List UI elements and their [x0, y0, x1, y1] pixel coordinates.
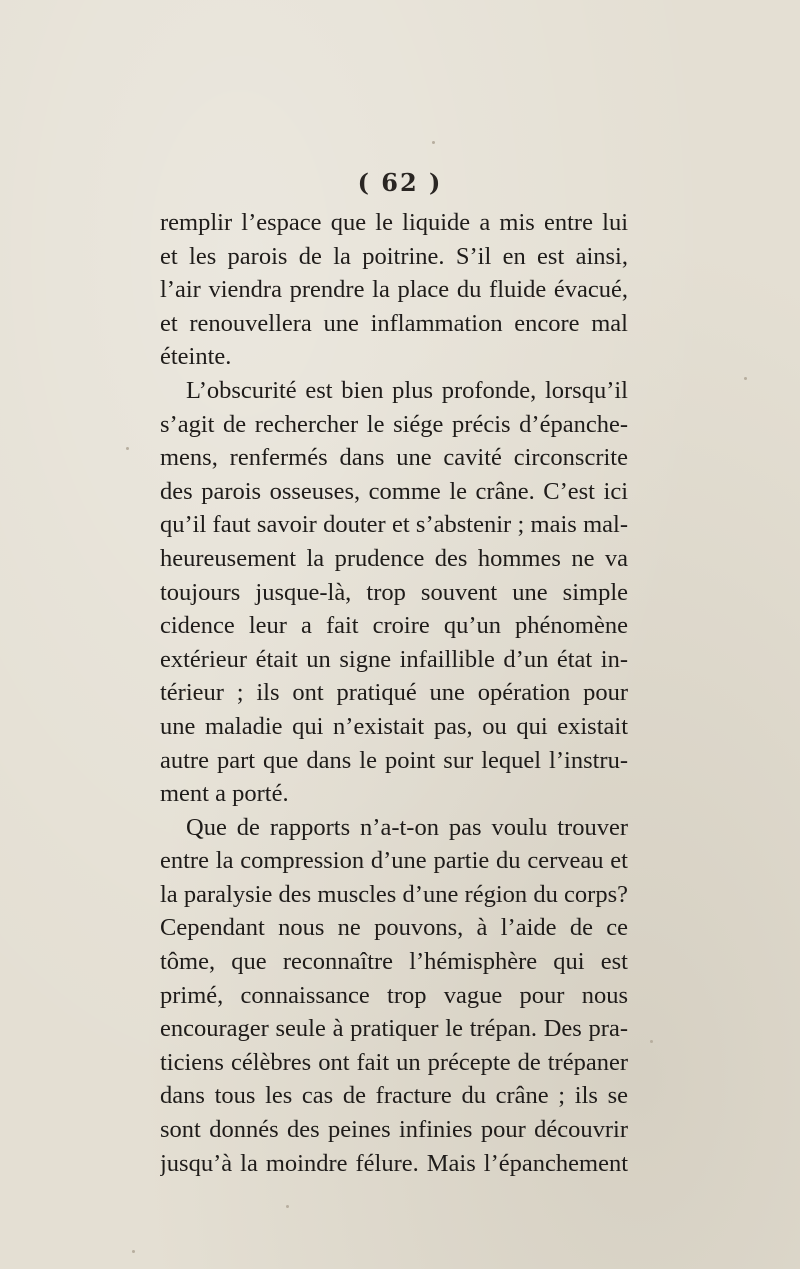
text-line: autre part que dans le point sur lequel l’instru-: [160, 746, 628, 774]
text-line: Que de rapports n’a-t-on pas voulu trouver: [186, 813, 628, 841]
text-line: éteinte.: [160, 343, 232, 371]
body-text: [160, 206, 628, 1180]
text-line: encourager seule à pratiquer le trépan. Des pra-: [160, 1015, 628, 1043]
text-line: remplir l’espace que le liquide a mis entre lui: [160, 209, 628, 236]
text-line: s’agit de rechercher le siége précis d’épanche-: [160, 410, 628, 438]
text-line: térieur ; ils ont pratiqué une opération pour: [160, 679, 628, 707]
paper-speck: [132, 1250, 135, 1253]
text-line: ticiens célèbres ont fait un précepte de trépaner: [160, 1048, 628, 1076]
text-line: primé, connaissance trop vague pour nous: [160, 981, 628, 1009]
text-line: jusqu’à la moindre félure. Mais l’épanchement: [160, 1149, 628, 1177]
text-line: ment a porté.: [160, 780, 289, 808]
text-line: une maladie qui n’existait pas, ou qui existait: [160, 712, 628, 740]
text-line: heureusement la prudence des hommes ne va: [160, 544, 628, 572]
text-line: et renouvellera une inflammation encore mal: [160, 309, 628, 337]
text-line: l’air viendra prendre la place du fluide évacué,: [160, 276, 628, 304]
text-line: toujours jusque-là, trop souvent une simple: [160, 578, 628, 606]
text-line: dans tous les cas de fracture du crâne ; ils se: [160, 1082, 628, 1110]
text-line: extérieur était un signe infaillible d’un état in-: [160, 645, 628, 673]
text-line: mens, renfermés dans une cavité circonscrite: [160, 444, 628, 472]
text-line: tôme, que reconnaître l’hémisphère qui est: [160, 948, 628, 976]
paper-speck: [432, 141, 435, 144]
paper-speck: [650, 1040, 653, 1043]
paper-speck: [744, 377, 747, 380]
text-line: sont donnés des peines infinies pour découvrir: [160, 1116, 628, 1144]
text-line: et les parois de la poitrine. S’il en est ainsi,: [160, 242, 628, 270]
paper-speck: [286, 1205, 289, 1208]
text-line: cidence leur a fait croire qu’un phénomène: [160, 612, 628, 640]
text-line: entre la compression d’une partie du cerveau et: [160, 847, 628, 875]
text-line: la paralysie des muscles d’une région du corps?: [160, 880, 628, 908]
text-line: L’obscurité est bien plus profonde, lorsqu’il: [186, 376, 628, 404]
text-line: Cependant nous ne pouvons, à l’aide de ce: [160, 914, 628, 942]
text-line: qu’il faut savoir douter et s’abstenir ; mais mal-: [160, 511, 628, 539]
page-number: ( 62 ): [357, 168, 443, 197]
text-line: des parois osseuses, comme le crâne. C’est ici: [160, 477, 628, 505]
paper-speck: [126, 447, 129, 450]
